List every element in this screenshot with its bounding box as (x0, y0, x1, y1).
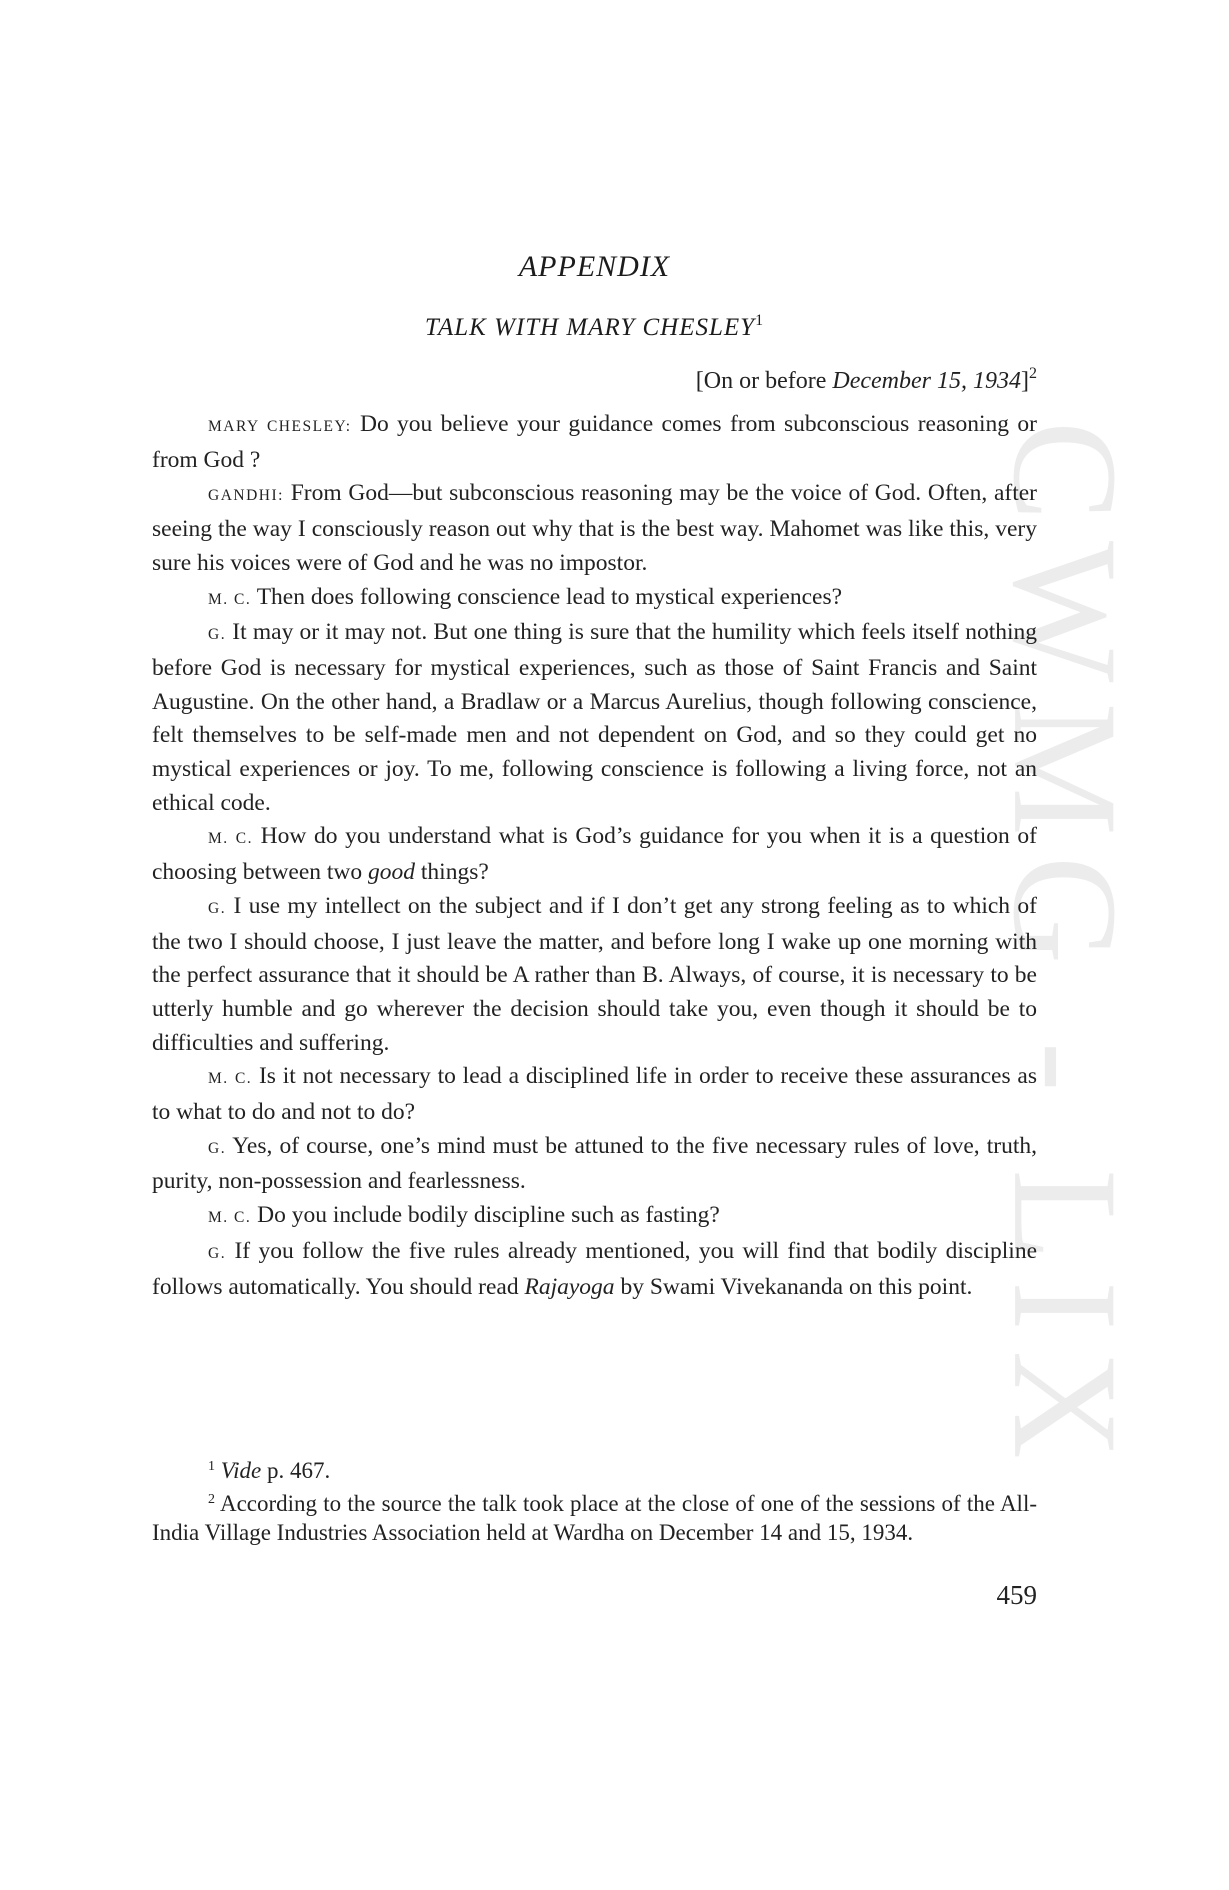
paragraph: G. I use my intellect on the subject and if I don’t get any strong feeling as to which of the two I should choose, I just leave the matter, and before long I wake up one morning with the perfect assurance that it should be A rather than B. Always, of course, it is necessary to be utterly humble and go wherever the decision should take you, even though it should be to difficulties and suffering. (152, 892, 1038, 1056)
footnote-ref: 2 (1029, 365, 1037, 382)
speaker: M. C. (208, 830, 254, 848)
speaker: G. (208, 626, 227, 644)
paragraph: G. If you follow the five rules already mentioned, you will find that bodily discipline follows automatically. You should read Rajayoga by Swami Vivekananda on this point. (152, 1237, 1038, 1300)
subtitle-text: TALK WITH MARY CHESLEY (424, 314, 756, 341)
paragraph: M. C. Is it not necessary to lead a disciplined life in order to receive these assurances as to what to do and not to do? (152, 1063, 1037, 1126)
paragraph: MARY CHESLEY: Do you believe your guidance comes from subconscious reasoning or from God ? (152, 411, 1037, 473)
paragraph: M. C. Do you include bodily discipline such as fasting? (208, 1202, 720, 1229)
speaker: G. (208, 1244, 227, 1262)
speaker: MARY CHESLEY: (208, 418, 352, 435)
paragraph: M. C. How do you understand what is God’s guidance for you when it is a question of choosing between two good things? (152, 823, 1037, 886)
dateline-prefix: [On or before (695, 368, 833, 394)
watermark: CWMG - LIX (982, 420, 1148, 1480)
paragraph: G. It may or it may not. But one thing is sure that the humility which feels itself nothing before God is necessary for mystical experiences, such as those of Saint Francis and Saint Augustine. On the other hand, a Bradlaw or a Marcus Aurelius, though following conscience, felt themselves to be self-made men and not dependent on God, and so they could get no mystical experiences or joy. To me, following conscience is following a living force, not an ethical code. (152, 619, 1037, 816)
speaker: G. (208, 899, 227, 917)
speaker: G. (208, 1139, 227, 1157)
paragraph: GANDHI: From God—but subconscious reasoning may be the voice of God. Often, after seeing the way I consciously reason out why that is the best way. Mahomet was like this, very sure his voices were of God and he was no impostor. (152, 480, 1038, 576)
speaker: M. C. (208, 590, 252, 608)
dateline (152, 365, 1037, 395)
footnote: $^2$ According to the source the talk took place at the close of one of the sessions of the All-India Village Industries Association held at Wardha on December 14 and 15, 1934. (152, 1491, 1037, 1545)
paragraph: G. Yes, of course, one’s mind must be attuned to the five necessary rules of love, truth, purity, non-possession and fearlessness. (152, 1132, 1037, 1195)
dateline-suffix: ] (1021, 368, 1029, 394)
page-title: APPENDIX (518, 250, 671, 283)
footnote-ref: 1 (755, 312, 765, 329)
speaker: M. C. (208, 1209, 252, 1227)
paragraph: M. C. Then does following conscience lead to mystical experiences? (208, 583, 843, 610)
speaker: M. C. (208, 1070, 253, 1088)
section-subtitle (152, 312, 1037, 342)
dialogue-body (152, 408, 1037, 1304)
page-number: 459 (996, 1580, 1037, 1610)
dateline-date: December 15, 1934 (832, 368, 1021, 394)
footnote: $^1$ Vide p. 467. (208, 1458, 331, 1483)
speaker: GANDHI: (208, 487, 284, 505)
footnotes (152, 1452, 1037, 1547)
